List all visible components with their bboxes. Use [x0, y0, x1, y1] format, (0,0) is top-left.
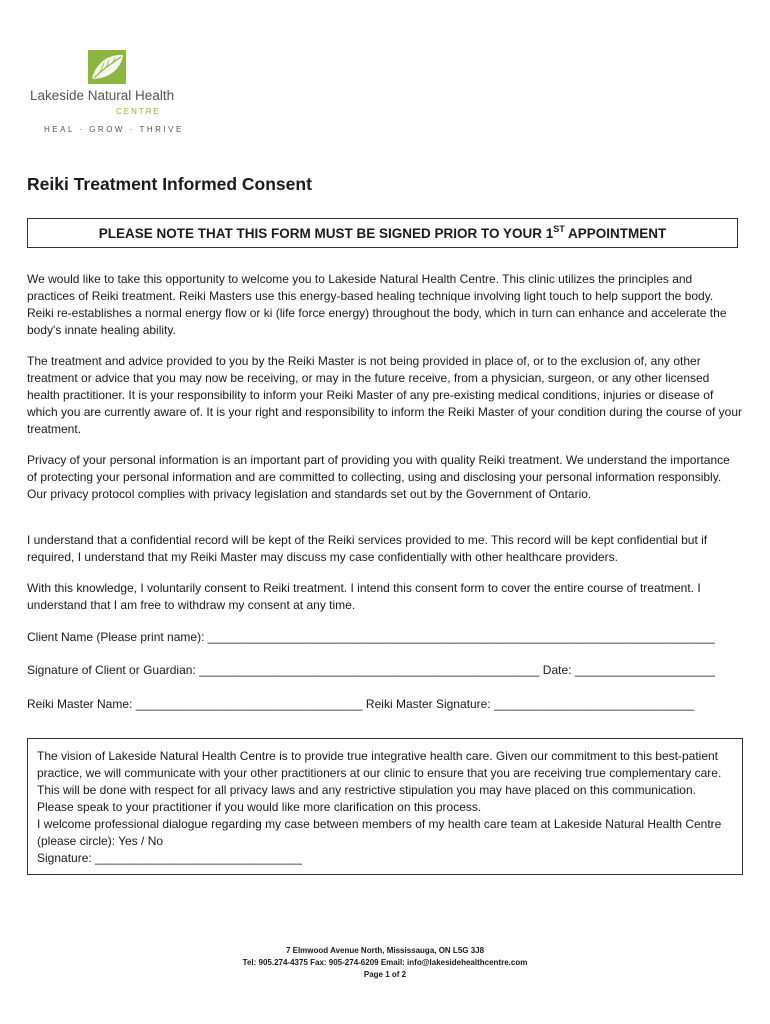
notice-text-end: APPOINTMENT — [564, 226, 667, 241]
notice-text: PLEASE NOTE THAT THIS FORM MUST BE SIGNED PRIOR TO YOUR 1 — [98, 226, 554, 241]
logo-tagline: HEAL · GROW · THRIVE — [44, 125, 184, 134]
clinic-logo — [30, 50, 200, 140]
privacy-paragraph: Privacy of your personal information is an important part of providing you with quality Reiki treatment. We understand the importance of protecting your personal information and are committed to collecting, using and disclosing your personal information responsibly. Our privacy protocol complies with privacy legislation and standards set out by the Government of Ontario. — [27, 453, 730, 501]
dialogue-consent[interactable]: I welcome professional dialogue regarding my case between members of my health care team at Lakeside Natural Health Centre (please circle): Yes / No — [37, 817, 722, 848]
logo-name: Lakeside Natural Health — [30, 88, 175, 103]
page-number: Page 1 of 2 — [363, 970, 407, 979]
reiki-master-field[interactable]: Reiki Master Name: __________________________________ Reiki Master Signature: ______________________________ — [27, 697, 695, 711]
notice-superscript: ST — [553, 224, 565, 234]
footer-contact: Tel: 905.274-4375 Fax: 905-274-6209 Email: info@lakesidehealthcentre.com — [242, 958, 528, 967]
page-footer — [0, 945, 770, 981]
consent-paragraph: With this knowledge, I voluntarily consent to Reiki treatment. I intend this consent form to cover the entire course of treatment. I understand that I am free to withdraw my consent at any time. — [27, 581, 701, 612]
logo-centre: CENTRE — [116, 107, 161, 116]
treatment-paragraph: The treatment and advice provided to you by the Reiki Master is not being provided in place of, or to the exclusion of, any other treatment or advice that you may now be receiving, or may in the future receive, from a physician, surgeon, or any other licensed health practitioner. It is your responsibility to inform your Reiki Master of any pre-existing medical conditions, injuries or disease of which you are currently aware of. It is your right and responsibility to inform the Reiki Master of your condition during the course of your treatment. — [27, 354, 743, 436]
welcome-paragraph: We would like to take this opportunity to welcome you to Lakeside Natural Health Centre. This clinic utilizes the principles and practices of Reiki treatment. Reiki Masters use this energy-based healing technique involving light touch to help support the body. Reiki re-establishes a normal energy flow or ki (life force energy) throughout the body, which in turn can enhance and accelerate the body's innate healing ability. — [27, 272, 727, 337]
footer-address: 7 Elmwood Avenue North, Mississauga, ON L5G 3J8 — [285, 946, 485, 955]
confidential-record-paragraph: I understand that a confidential record will be kept of the Reiki services provided to me. This record will be kept confidential but if required, I understand that my Reiki Master may discuss my case confidentially with other healthcare providers. — [27, 533, 708, 564]
vision-box — [27, 738, 743, 875]
signature-notice — [27, 218, 738, 248]
client-signature-date-field[interactable]: Signature of Client or Guardian: ___________________________________________________ Date: _____________________ — [27, 663, 715, 677]
page-title: Reiki Treatment Informed Consent — [27, 174, 312, 194]
client-name-field[interactable]: Client Name (Please print name): ____________________________________________________________________________ — [27, 630, 715, 644]
leaf-icon — [88, 50, 126, 84]
vision-paragraph: The vision of Lakeside Natural Health Centre is to provide true integrative health care. Given our commitment to this best-patient practice, we will communicate with your other practitioners at our clinic to ensure that you are receiving true complementary care. This will be done with respect for all privacy laws and any restrictive stipulation you may have placed on this communication. Please speak to your practitioner if you would like more clarification on this process. — [37, 749, 722, 814]
vision-signature-field[interactable]: Signature: _______________________________ — [37, 851, 302, 865]
